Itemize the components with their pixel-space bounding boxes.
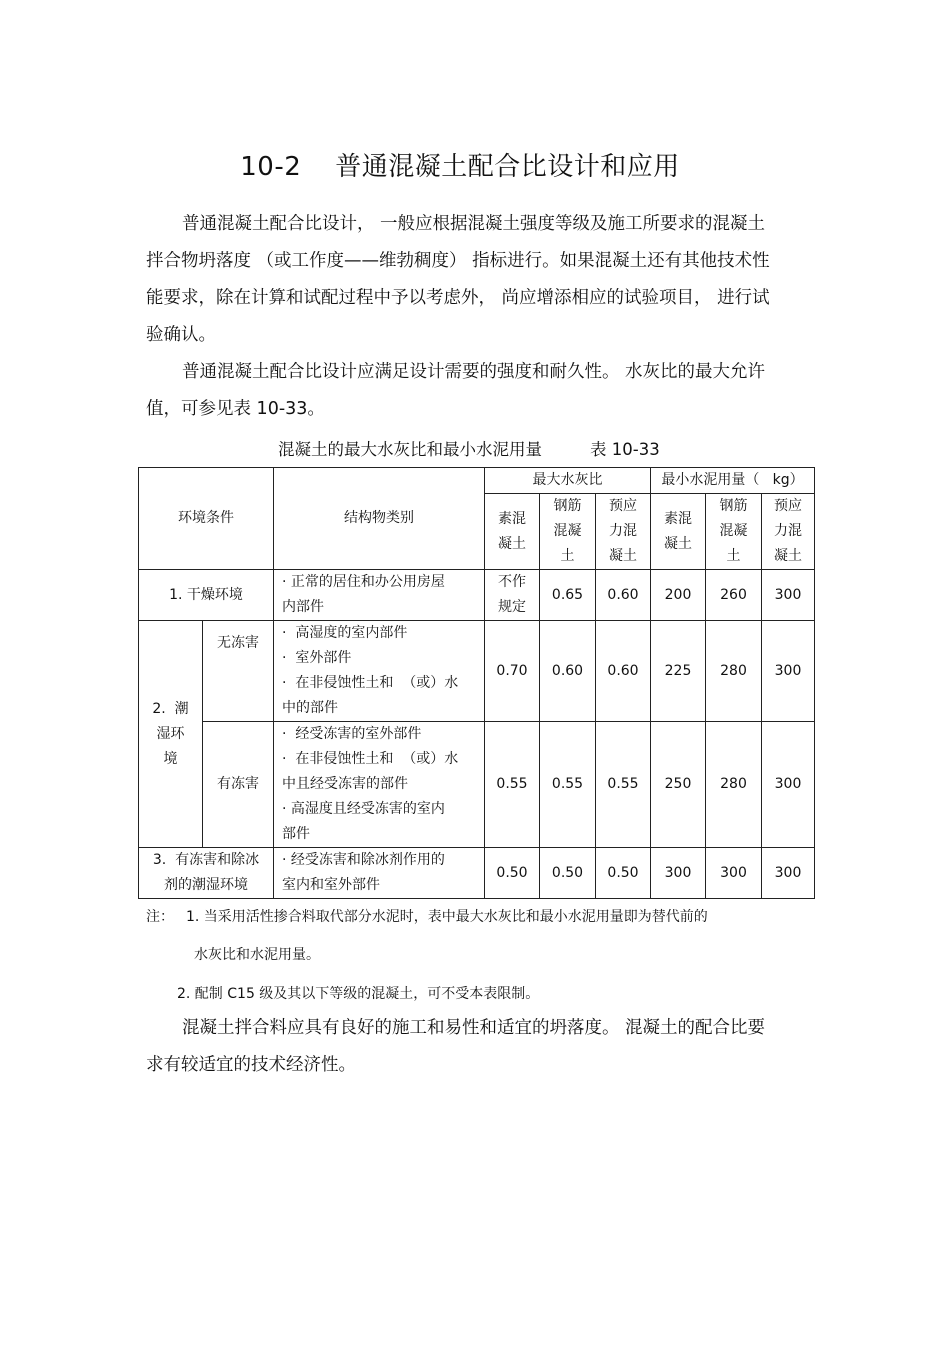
value-cell: 300 xyxy=(762,722,815,848)
value-cell: 0.50 xyxy=(596,848,651,899)
subheader-cell: 钢筋 混凝 土 xyxy=(540,494,596,570)
sub-env-cell: 无冻害 xyxy=(203,621,274,722)
text-line: 普通混凝土配合比设计， 一般应根据混凝土强度等级及施工所要求的混凝土 xyxy=(182,214,766,234)
table-header-row xyxy=(139,468,815,494)
table-caption-text: 混凝土的最大水灰比和最小水泥用量 xyxy=(278,440,542,459)
section-title-text: 普通混凝土配合比设计和应用 xyxy=(335,152,680,182)
structure-cell: · 经受冻害和除冰剂作用的 室内和室外部件 xyxy=(274,848,485,899)
table-number: 表 10-33 xyxy=(590,440,660,459)
text-line: 拌合物坍落度 （或工作度——维勃稠度） 指标进行。如果混凝土还有其他技术性 xyxy=(146,251,770,271)
env-group-cell: 2. 潮 湿环 境 xyxy=(139,621,203,848)
section-number: 10-2 xyxy=(240,152,302,182)
value-cell: 300 xyxy=(762,621,815,722)
note-1 xyxy=(146,906,708,926)
paragraph-workability xyxy=(146,1010,808,1084)
value-cell: 300 xyxy=(706,848,762,899)
text-line: 混凝土拌合料应具有良好的施工和易性和适宜的坍落度。 混凝土的配合比要 xyxy=(182,1018,766,1038)
value-cell: 0.50 xyxy=(485,848,540,899)
value-cell: 0.50 xyxy=(540,848,596,899)
table-caption xyxy=(278,436,660,460)
note-2: 2. 配制 C15 级及其以下等级的混凝土，可不受本表限制。 xyxy=(177,986,540,1002)
note-1-continued: 水灰比和水泥用量。 xyxy=(194,947,320,963)
value-cell: 0.60 xyxy=(596,570,651,621)
header-env: 环境条件 xyxy=(139,468,274,570)
value-cell: 300 xyxy=(651,848,706,899)
header-max-wc: 最大水灰比 xyxy=(485,468,651,494)
subheader-cell: 素混 凝土 xyxy=(651,494,706,570)
value-cell: 280 xyxy=(706,621,762,722)
value-cell: 280 xyxy=(706,722,762,848)
value-cell: 0.60 xyxy=(596,621,651,722)
env-cell: 1. 干燥环境 xyxy=(139,570,274,621)
value-cell: 260 xyxy=(706,570,762,621)
subheader-cell: 预应 力混 凝土 xyxy=(762,494,815,570)
value-cell: 300 xyxy=(762,570,815,621)
text-line: 求有较适宜的技术经济性。 xyxy=(146,1055,356,1075)
value-cell: 0.55 xyxy=(596,722,651,848)
text-line: 普通混凝土配合比设计应满足设计需要的强度和耐久性。 水灰比的最大允许 xyxy=(182,362,766,382)
value-cell: 0.65 xyxy=(540,570,596,621)
header-min-cement: 最小水泥用量（ kg） xyxy=(651,468,815,494)
sub-env-cell: 有冻害 xyxy=(203,722,274,848)
value-cell: 225 xyxy=(651,621,706,722)
paragraph-mix-design-intro xyxy=(146,206,808,354)
text-line: 能要求，除在计算和试配过程中予以考虑外， 尚应增添相应的试验项目， 进行试 xyxy=(146,288,770,308)
header-structure: 结构物类别 xyxy=(274,468,485,570)
value-cell: 300 xyxy=(762,848,815,899)
subheader-cell: 预应 力混 凝土 xyxy=(596,494,651,570)
table-row xyxy=(139,621,815,722)
paragraph-strength-durability xyxy=(146,354,808,428)
structure-cell: · 高湿度的室内部件 · 室外部件 · 在非侵蚀性土和 （或）水 中的部件 xyxy=(274,621,485,722)
section-title xyxy=(0,146,920,183)
value-cell: 200 xyxy=(651,570,706,621)
value-cell: 0.55 xyxy=(540,722,596,848)
value-cell: 0.60 xyxy=(540,621,596,722)
value-cell: 0.55 xyxy=(485,722,540,848)
value-cell: 不作 规定 xyxy=(485,570,540,621)
value-cell: 250 xyxy=(651,722,706,848)
structure-cell: · 经受冻害的室外部件 · 在非侵蚀性土和 （或）水 中且经受冻害的部件 · 高湿度且经受冻害的室内 部件 xyxy=(274,722,485,848)
structure-cell: · 正常的居住和办公用房屋 内部件 xyxy=(274,570,485,621)
text-line: 验确认。 xyxy=(146,325,216,345)
table-row xyxy=(139,570,815,621)
subheader-cell: 钢筋 混凝 土 xyxy=(706,494,762,570)
note-1-text: 1. 当采用活性掺合料取代部分水泥时，表中最大水灰比和最小水泥用量即为替代前的 xyxy=(186,909,708,925)
value-cell: 0.70 xyxy=(485,621,540,722)
text-line: 值，可参见表 10-33。 xyxy=(146,399,325,419)
note-label: 注： xyxy=(146,909,174,925)
table-row xyxy=(139,722,815,848)
subheader-cell: 素混 凝土 xyxy=(485,494,540,570)
table-row xyxy=(139,848,815,899)
env-cell: 3. 有冻害和除冰 剂的潮湿环境 xyxy=(139,848,274,899)
wc-ratio-cement-table xyxy=(138,467,815,899)
